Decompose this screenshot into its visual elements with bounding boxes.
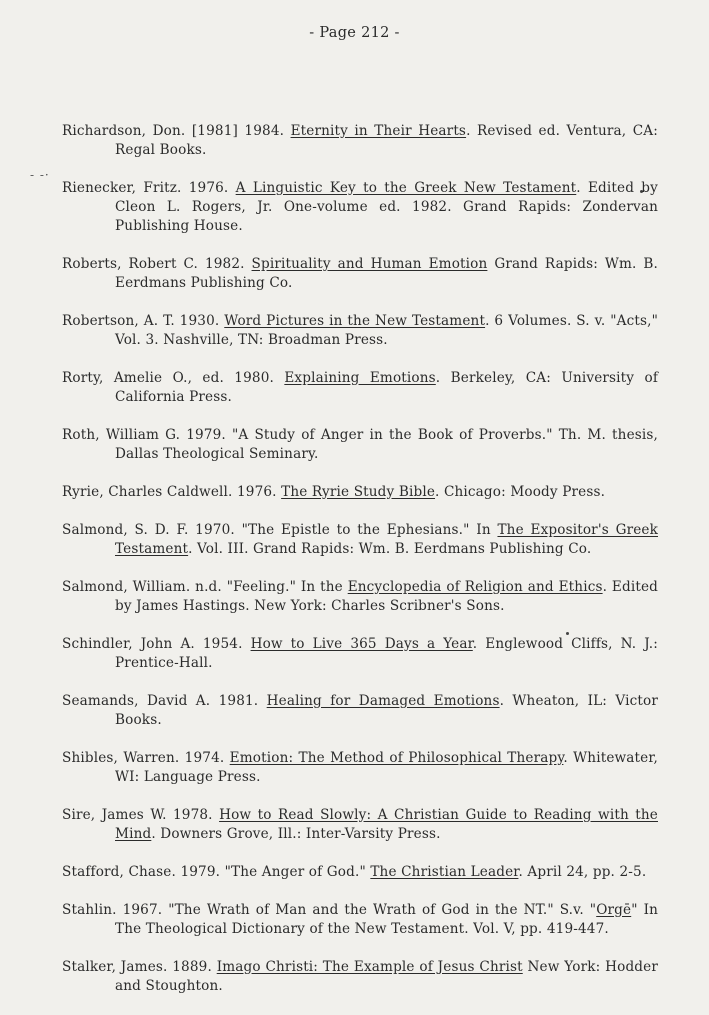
bibliography-entry: Stafford, Chase. 1979. "The Anger of God." The Christian Leader. April 24, pp. 2-5.: [62, 863, 647, 880]
bibliography-entry: Stalker, James. 1889. Imago Christi: The Example of Jesus Christ New York: Hodder and Stoughton.: [62, 958, 658, 994]
bibliography-entry: Richardson, Don. [1981] 1984. Eternity in Their Hearts. Revised ed. Ventura, CA: Regal Books.: [62, 122, 658, 158]
bibliography-entry: Stahlin. 1967. "The Wrath of Man and the Wrath of God in the NT." S.v. "Orgē" In The Theological Dictionary of the New Testament. Vol. V, pp. 419-447.: [62, 901, 658, 937]
bibliography-entry: Schindler, John A. 1954. How to Live 365 Days a Year. Englewood Cliffs, N. J.: Prentice-Hall.: [62, 635, 658, 671]
bibliography-entry: Rienecker, Fritz. 1976. A Linguistic Key to the Greek New Testament. Edited by Cleon L. Rogers, Jr. One-volume ed. 1982. Grand Rapids: Zondervan Publishing House.: [62, 179, 658, 234]
bibliography-entry: Salmond, S. D. F. 1970. "The Epistle to the Ephesians." In The Expositor's Greek Testament. Vol. III. Grand Rapids: Wm. B. Eerdmans Publishing Co.: [62, 521, 658, 557]
bibliography-entry: Seamands, David A. 1981. Healing for Damaged Emotions. Wheaton, IL: Victor Books.: [62, 692, 658, 728]
bibliography-entry: Roth, William G. 1979. "A Study of Anger in the Book of Proverbs." Th. M. thesis, Dallas Theological Seminary.: [62, 426, 658, 462]
bibliography-entry: Roberts, Robert C. 1982. Spirituality and Human Emotion Grand Rapids: Wm. B. Eerdmans Publishing Co.: [62, 255, 659, 291]
margin-mark: - -·: [30, 168, 50, 182]
page-number: - Page 212 -: [309, 25, 400, 41]
bibliography-entry: Robertson, A. T. 1930. Word Pictures in the New Testament. 6 Volumes. S. v. "Acts," Vol. 3. Nashville, TN: Broadman Press.: [62, 312, 658, 348]
bibliography-entry: Ryrie, Charles Caldwell. 1976. The Ryrie Study Bible. Chicago: Moody Press.: [62, 483, 606, 500]
bibliography-entry: Rorty, Amelie O., ed. 1980. Explaining Emotions. Berkeley, CA: University of California Press.: [62, 369, 659, 405]
bibliography-list: [62, 108, 658, 1015]
bibliography-entry: Shibles, Warren. 1974. Emotion: The Method of Philosophical Therapy. Whitewater, WI: Language Press.: [62, 749, 658, 785]
bibliography-entry: Sire, James W. 1978. How to Read Slowly: A Christian Guide to Reading with the Mind. Downers Grove, Ill.: Inter-Varsity Press.: [62, 806, 658, 842]
bibliography-entry: Salmond, William. n.d. "Feeling." In the Encyclopedia of Religion and Ethics. Edited by James Hastings. New York: Charles Scribner's Sons.: [62, 578, 659, 614]
